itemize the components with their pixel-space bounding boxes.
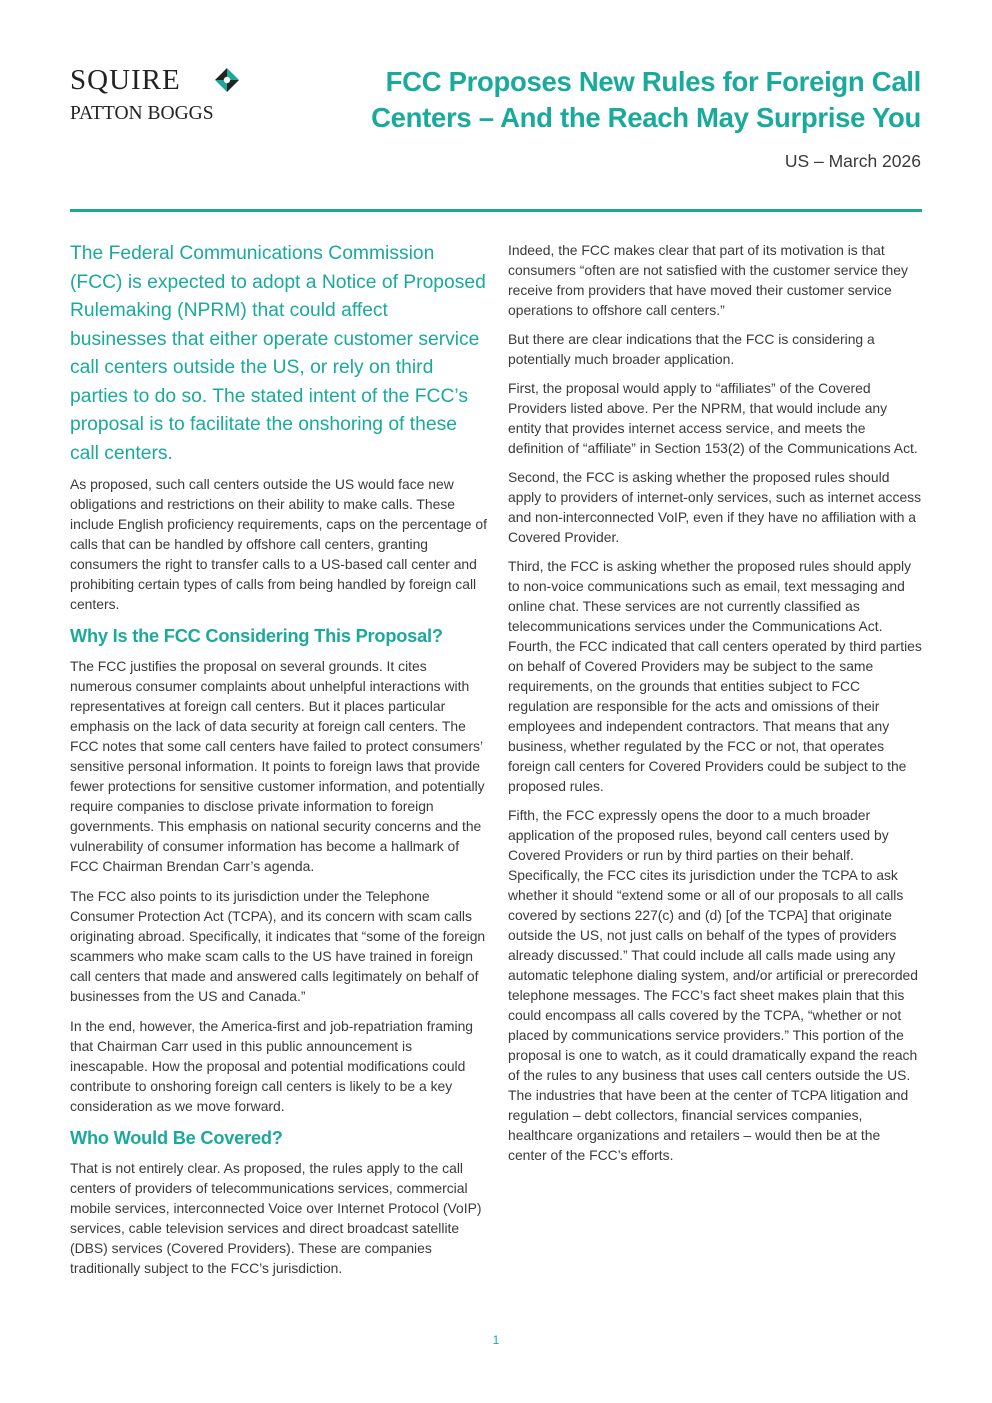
body-paragraph: But there are clear indications that the FCC is considering a potentially much broader application. bbox=[508, 331, 875, 367]
body-paragraph: First, the proposal would apply to “affiliates” of the Covered Providers listed above. Per the NPRM, that would include any entity that provides internet access service, and meets the definition of “affiliate” in Section 153(2) of the Communications Act. bbox=[508, 380, 918, 456]
body-paragraph: Indeed, the FCC makes clear that part of its motivation is that consumers “often are not satisfied with the customer service they receive from providers that have moved their customer service operations to offshore call centers.” bbox=[508, 242, 908, 318]
header-divider bbox=[70, 209, 922, 212]
page-number: 1 bbox=[492, 1333, 500, 1347]
logo-text-squire: SQUIRE bbox=[70, 64, 181, 96]
body-paragraph: In the end, however, the America-first and job-repatriation framing that Chairman Carr used in this public announcement is inescapable. How the proposal and potential modifications could contribute to onshoring foreign call centers is likely to be a key consideration as we move forward. bbox=[70, 1018, 474, 1114]
body-paragraph: Fifth, the FCC expressly opens the door to a much broader application of the proposed rules, beyond call centers used by Covered Providers or run by third parties on their behalf. Specifically, the FCC cites its jurisdiction under the TCPA to ask whether it should “extend some or all of our proposals to all calls covered by sections 227(c) and (d) [of the TCPA] that originate outside the US, not just calls on behalf of the types of providers already discussed.” That could include all calls made using any automatic telephone dialing system, and/or artificial or prerecorded telephone messages. The FCC’s fact sheet makes plain that this could encompass all calls covered by the TCPA, “whether or not placed by communications service providers.” This portion of the proposal is one to watch, as it could dramatically expand the reach of the rules to any business that uses call centers outside the US. The industries that have been at the center of TCPA litigation and regulation – debt collectors, financial services companies, healthcare organizations and retailers – would then be at the center of the FCC’s efforts. bbox=[508, 807, 918, 1163]
section-heading-who: Who Would Be Covered? bbox=[70, 1128, 283, 1148]
body-paragraph: Third, the FCC is asking whether the proposed rules should apply to non-voice communications such as email, text messaging and online chat. These services are not currently classified as telecommunications services under the Communications Act. bbox=[508, 558, 912, 634]
body-paragraph: Second, the FCC is asking whether the proposed rules should apply to providers of internet-only services, such as internet access and non-interconnected VoIP, even if they have no affiliation with a Covered Provider. bbox=[508, 469, 922, 545]
body-paragraph: As proposed, such call centers outside the US would face new obligations and restrictions on their ability to make calls. These include English proficiency requirements, caps on the percentage of calls that can be handled by offshore call centers, granting consumers the right to transfer calls to a US-based call center and prohibiting certain types of calls from being handled by foreign call centers. bbox=[70, 476, 487, 612]
section-heading-why: Why Is the FCC Considering This Proposal? bbox=[70, 626, 443, 646]
body-paragraph: The FCC justifies the proposal on several grounds. It cites numerous consumer complaints about unhelpful interactions with representatives at foreign call centers. But it places particular emphasis on the lack of data security at foreign call centers. The FCC notes that some call centers have failed to protect consumers’ sensitive personal information. It points to foreign laws that provide fewer protections for sensitive customer information, and potentially require companies to disclose private information to foreign governments. This emphasis on national security concerns and the vulnerability of consumer information has become a hallmark of FCC Chairman Brendan Carr’s agenda. bbox=[70, 658, 485, 874]
right-column bbox=[508, 240, 922, 1174]
logo-text-patton-boggs: PATTON BOGGS bbox=[70, 103, 214, 124]
left-column bbox=[70, 240, 488, 1288]
dateline: US – March 2026 bbox=[784, 151, 921, 171]
logo-mark-icon bbox=[214, 67, 240, 93]
lead-paragraph: The Federal Communications Commission (FCC) is expected to adopt a Notice of Proposed Rulemaking (NPRM) that could affect businesses that either operate customer service call centers outside the US, or rely on third parties to do so. The stated intent of the FCC’s proposal is to facilitate the onshoring of these call centers. bbox=[70, 243, 486, 464]
body-paragraph: That is not entirely clear. As proposed, the rules apply to the call centers of providers of telecommunications services, commercial mobile services, interconnected Voice over Internet Protocol (VoIP) services, cable television services and direct broadcast satellite (DBS) services (Covered Providers). These are companies traditionally subject to the FCC’s jurisdiction. bbox=[70, 1160, 482, 1276]
document-title: FCC Proposes New Rules for Foreign Call Centers – And the Reach May Surprise You bbox=[371, 66, 921, 133]
body-paragraph: The FCC also points to its jurisdiction under the Telephone Consumer Protection Act (TCPA), and its concern with scam calls originating abroad. Specifically, it indicates that “some of the foreign scammers who make scam calls to the US have trained in foreign call centers that made and answered calls legitimately on behalf of businesses from the US and Canada.” bbox=[70, 888, 486, 1004]
body-paragraph: Fourth, the FCC indicated that call centers operated by third parties on behalf of Covered Providers may be subject to the same requirements, on the grounds that entities subject to FCC regulation are responsible for the acts and omissions of their employees and independent contractors. That means that any business, whether regulated by the FCC or not, that operates foreign call centers for Covered Providers could be subject to the proposed rules. bbox=[508, 638, 922, 794]
